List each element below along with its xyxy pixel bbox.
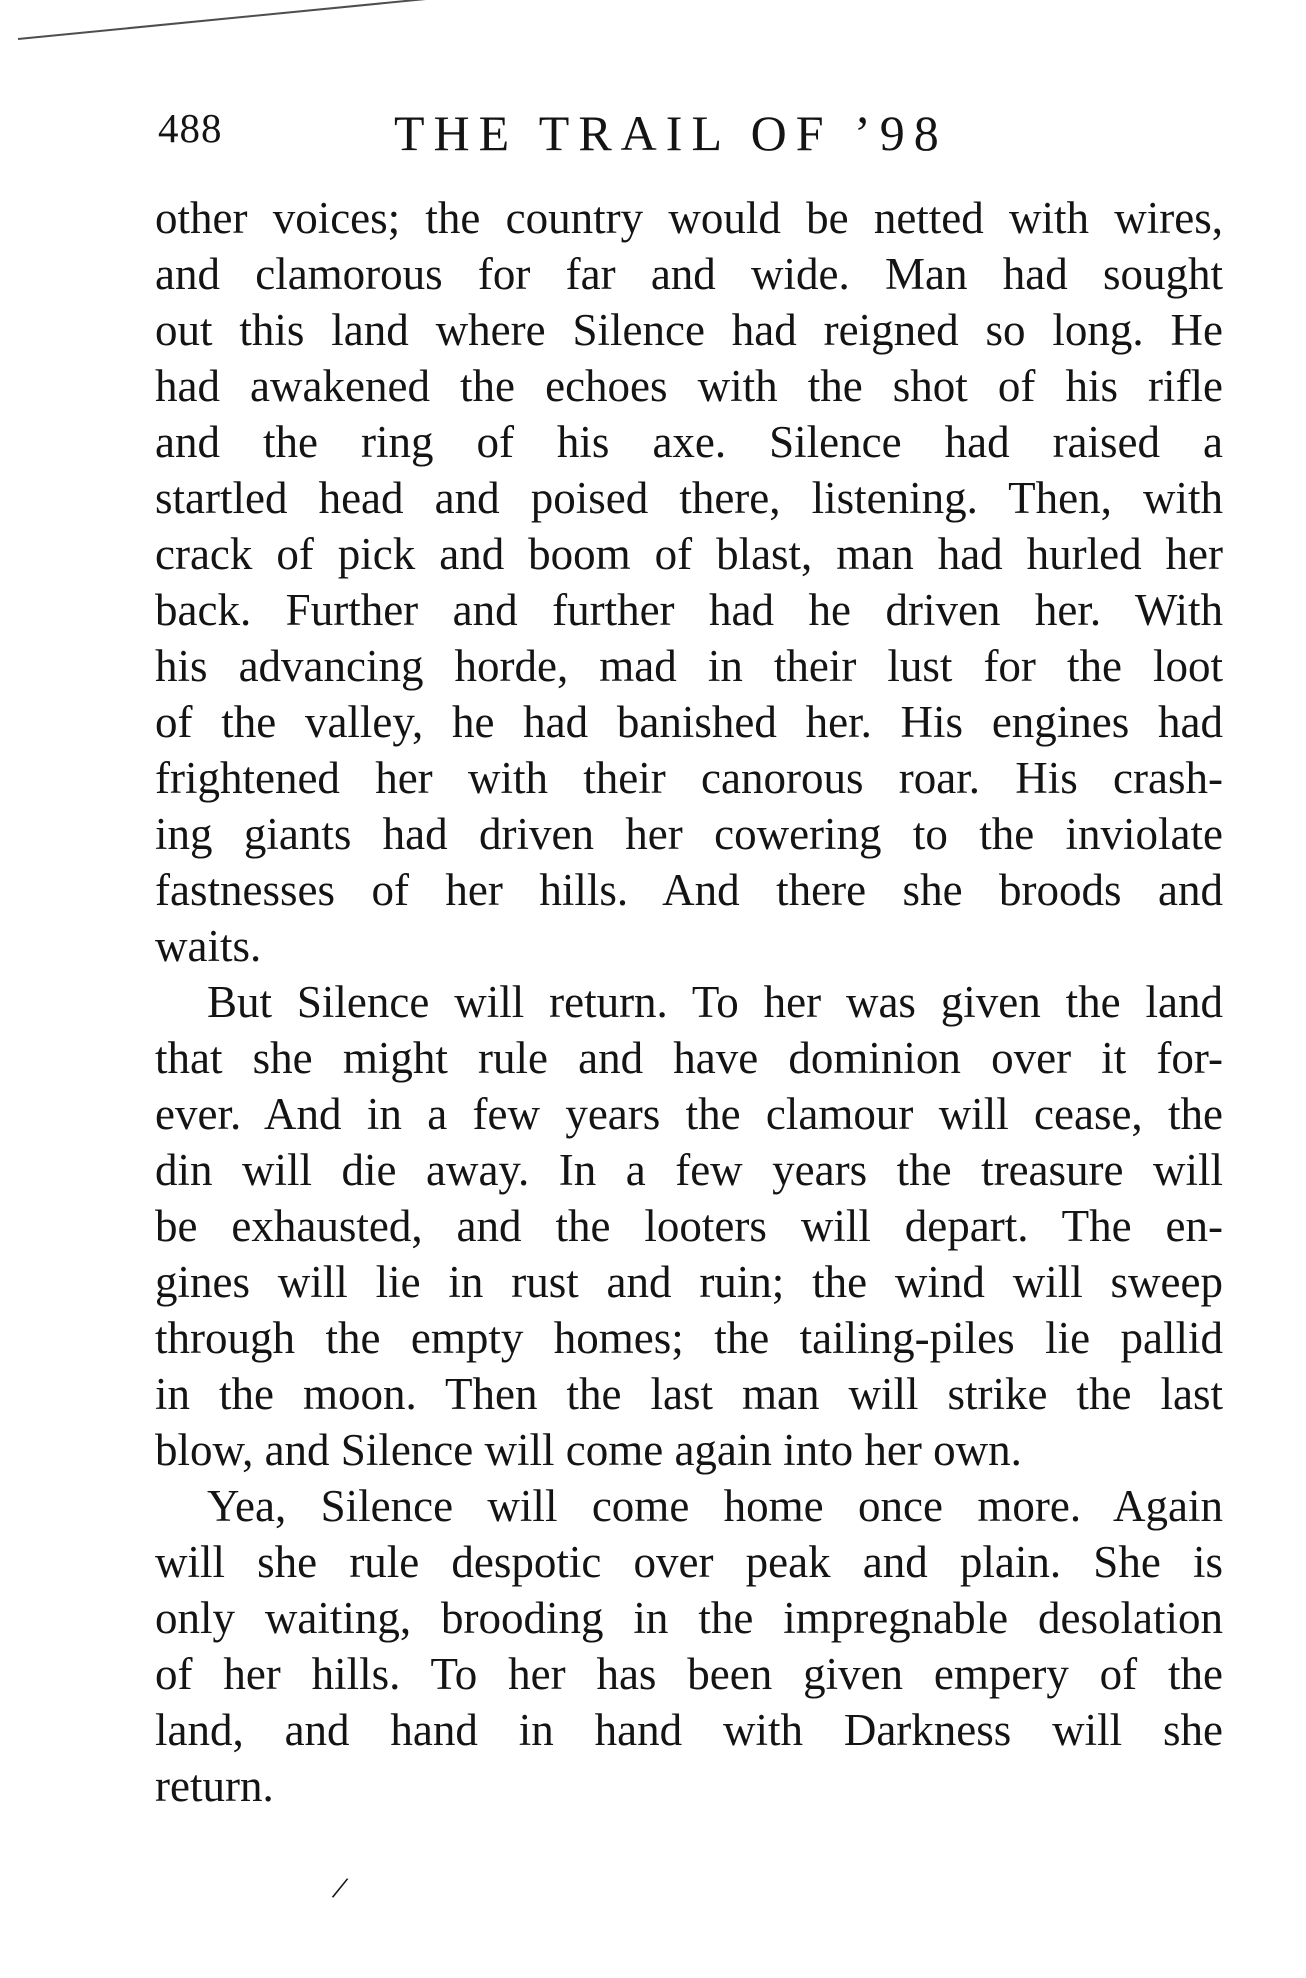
text-line: that she might rule and have dominion over it for-	[155, 1033, 1223, 1083]
text-line: out this land where Silence had reigned so long. He	[155, 305, 1223, 355]
text-line: blow, and Silence will come again into her own.	[155, 1425, 1022, 1475]
text-line: his advancing horde, mad in their lust for the loot	[155, 641, 1223, 691]
text-line: only waiting, brooding in the impregnable desolation	[155, 1593, 1223, 1643]
text-line: frightened her with their canorous roar. His crash-	[155, 753, 1223, 803]
text-line: din will die away. In a few years the treasure will	[155, 1145, 1223, 1195]
text-line: But Silence will return. To her was given the land	[207, 977, 1223, 1027]
text-line: fastnesses of her hills. And there she broods and	[155, 865, 1223, 915]
text-line: and the ring of his axe. Silence had raised a	[155, 417, 1223, 467]
text-line: will she rule despotic over peak and plain. She is	[155, 1537, 1223, 1587]
text-line: of her hills. To her has been given empery of the	[155, 1649, 1223, 1699]
text-line: other voices; the country would be netted with wires,	[155, 193, 1223, 243]
text-line: in the moon. Then the last man will strike the last	[155, 1369, 1223, 1419]
page-number: 488	[158, 105, 223, 151]
paragraph	[155, 1478, 1223, 1814]
text-line: return.	[155, 1761, 274, 1811]
stray-mark: /	[329, 1869, 351, 1908]
scan-artifact-line	[18, 0, 476, 40]
body-text	[155, 190, 1223, 1814]
text-line: be exhausted, and the looters will depart. The en-	[155, 1201, 1223, 1251]
page-header	[158, 104, 1058, 164]
text-line: gines will lie in rust and ruin; the wind will sweep	[155, 1257, 1223, 1307]
text-line: and clamorous for far and wide. Man had sought	[155, 249, 1223, 299]
text-line: waits.	[155, 921, 262, 971]
running-title: THE TRAIL OF ’98	[394, 105, 948, 161]
paragraph	[155, 190, 1223, 974]
text-line: ing giants had driven her cowering to the inviolate	[155, 809, 1223, 859]
paragraph	[155, 974, 1223, 1478]
text-line: crack of pick and boom of blast, man had hurled her	[155, 529, 1223, 579]
text-line: Yea, Silence will come home once more. Again	[207, 1481, 1223, 1531]
text-line: startled head and poised there, listening. Then, with	[155, 473, 1223, 523]
text-line: land, and hand in hand with Darkness will she	[155, 1705, 1223, 1755]
text-line: back. Further and further had he driven her. With	[155, 585, 1223, 635]
text-line: of the valley, he had banished her. His engines had	[155, 697, 1223, 747]
text-line: had awakened the echoes with the shot of his rifle	[155, 361, 1223, 411]
text-line: ever. And in a few years the clamour will cease, the	[155, 1089, 1223, 1139]
text-line: through the empty homes; the tailing-piles lie pallid	[155, 1313, 1223, 1363]
